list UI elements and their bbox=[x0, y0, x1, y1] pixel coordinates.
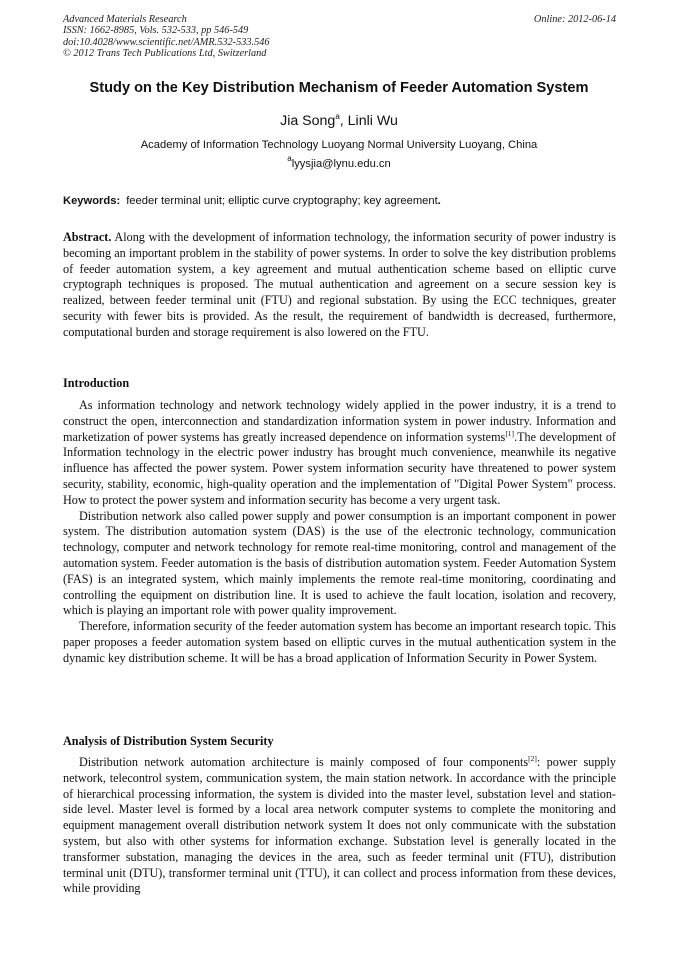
copyright-line: © 2012 Trans Tech Publications Ltd, Switzerland bbox=[63, 47, 267, 59]
paragraph-text: Distribution network automation architecture is mainly composed of four components bbox=[79, 755, 529, 769]
paper-title: Study on the Key Distribution Mechanism of Feeder Automation System bbox=[89, 80, 589, 96]
journal-header bbox=[63, 14, 616, 59]
paragraph bbox=[63, 398, 616, 509]
author-separator: , bbox=[339, 113, 348, 129]
affiliation: Academy of Information Technology Luoyang Normal University Luoyang, China bbox=[140, 139, 538, 151]
journal-name: Advanced Materials Research bbox=[63, 14, 187, 25]
section-heading-analysis: Analysis of Distribution System Security bbox=[63, 734, 274, 748]
author-email bbox=[0, 154, 678, 170]
email-superscript: a bbox=[287, 154, 292, 163]
email-address: lyysjia@lynu.edu.cn bbox=[291, 158, 391, 170]
section-heading-introduction: Introduction bbox=[63, 376, 130, 390]
abstract bbox=[63, 230, 616, 341]
keywords-label: Keywords: bbox=[63, 195, 121, 207]
author-1: Jia Song bbox=[280, 113, 336, 129]
author-list bbox=[0, 113, 678, 129]
paragraph-text: .The development of Information technology in the electric power industry has brought much convenience, meanwhile its negative influence has affected the power system. Power system information security have threatened to power system security, stability, economic, high-quality operation and the implementation of "Digital Power System" process. How to protect the power system and information security has become a very urgent task. bbox=[63, 429, 616, 507]
abstract-text: Along with the development of information technology, the information security of power industry is becoming an important problem in the stability of power systems. In order to solve the key distribution problems of feeder automation system, a key agreement and mutual authentication scheme based on elliptic curve cryptograph techniques is proposed. The mutual authentication and agreement on a secure session key is realized, between feeder terminal unit (FTU) and regional substation. By using the ECC techniques, greater security with fewer bits is provided. As the result, the requirement of bandwidth is decreased, furthermore, computational burden and storage requirement is also lowered on the FTU. bbox=[63, 230, 616, 339]
abstract-label: Abstract. bbox=[63, 230, 112, 244]
paragraph: Therefore, information security of the feeder automation system has become an important research topic. This paper proposes a feeder automation system based on elliptic curves in the mutual authentication system in the dynamic key distribution scheme. It will be has a broad application of Information Security in Power System. bbox=[63, 619, 616, 665]
section-analysis bbox=[63, 755, 616, 897]
section-introduction bbox=[63, 398, 616, 667]
paragraph bbox=[63, 755, 616, 897]
paragraph-text: As information technology and network technology widely applied in the power industry, it is a trend to construct the open, interconnection and standardization information system in power industry. Information and marketization of power systems has greatly increased dependence on information systems bbox=[63, 398, 616, 444]
paragraph: Distribution network also called power supply and power consumption is an important component in power system. The distribution automation system (DAS) is the use of the electronic technology, communication technology, computer and network technology for remote real-time monitoring, control and management of the automation system. Feeder automation is the basis of distribution automation system. Feeder Automation System (FAS) is an integrated system, which mainly implements the remote real-time monitoring, coordinating and controlling the equipment on distribution line. It is used to achieve the fault location, isolation and recovery, which is playing an important role with power quality improvement. bbox=[63, 508, 616, 618]
doi-line: doi:10.4028/www.scientific.net/AMR.532-533.546 bbox=[63, 36, 270, 48]
paragraph-text: : power supply network, telecontrol system, communication system, the main station network. In accordance with the principle of hierarchical processing information, the system is divided into the master level, substation level and station-side level. Master level is formed by a local area network computer systems to complete the monitoring and equipment management overall distribution network system It does not only communicate with the substation system, but also with other systems for information exchange. Substation level is generally located in the transformer substation, managing the devices in the area, such as feeder terminal unit (FTU), distribution terminal unit (DTU), transformer terminal unit (TTU), it can collect and process information from these devices, while providing bbox=[63, 755, 616, 896]
keywords-text: feeder terminal unit; elliptic curve cryptography; key agreement bbox=[126, 195, 438, 207]
author-1-superscript: a bbox=[335, 112, 340, 121]
keywords-end: . bbox=[437, 195, 441, 207]
citation-2: [2] bbox=[528, 754, 537, 763]
author-2: Linli Wu bbox=[347, 113, 398, 129]
citation-1: [1] bbox=[505, 428, 515, 438]
online-date: Online: 2012-06-14 bbox=[533, 14, 616, 25]
issn-line: ISSN: 1662-8985, Vols. 532-533, pp 546-549 bbox=[63, 25, 249, 37]
keywords bbox=[63, 195, 616, 207]
